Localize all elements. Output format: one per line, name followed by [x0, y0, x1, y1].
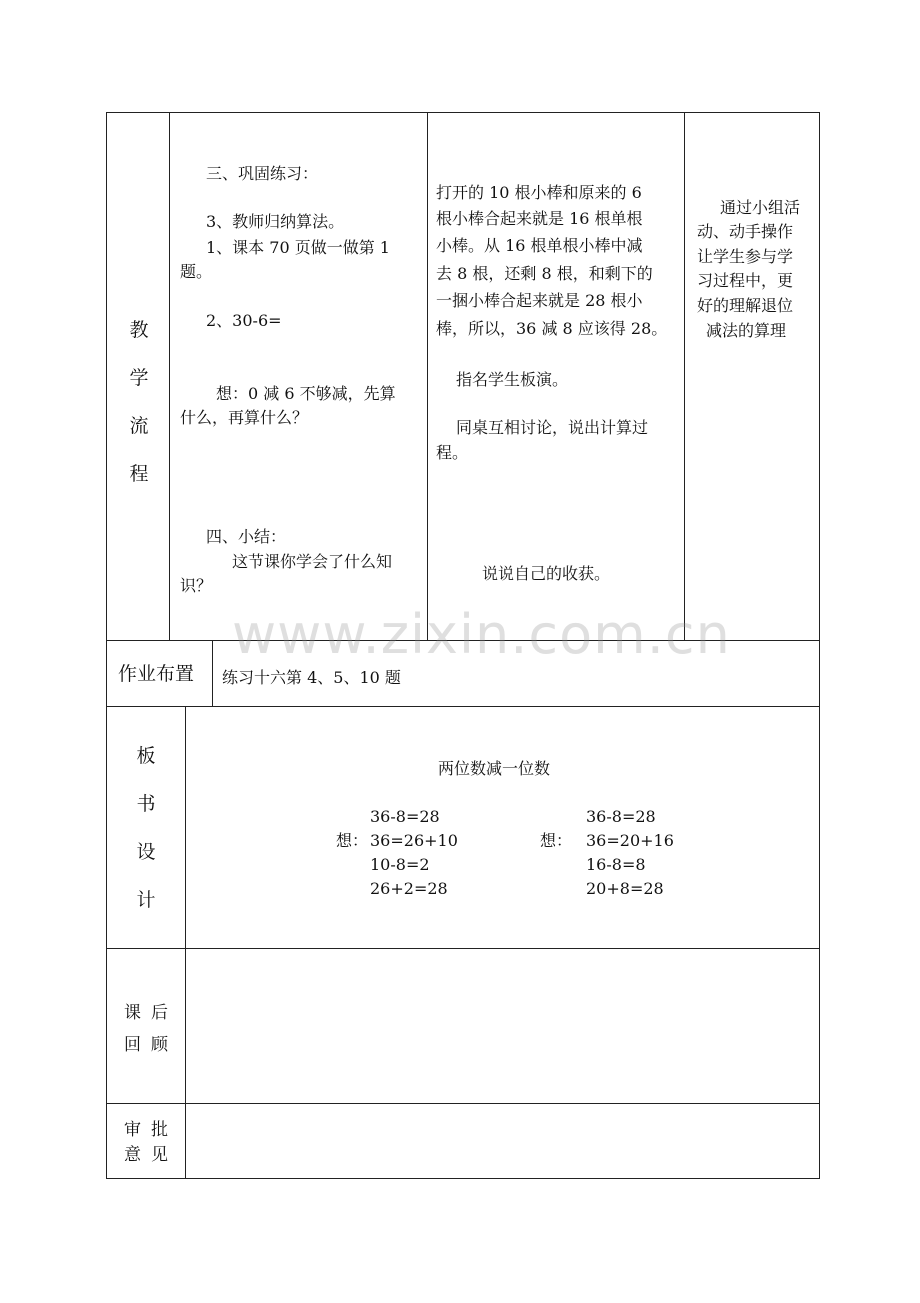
para-line: 一捆小棒合起来就是 28 根小 [436, 291, 643, 310]
label-char: 书 [136, 793, 156, 815]
board-demo: 指名学生板演。 [456, 370, 569, 389]
discuss-line2: 程。 [436, 443, 469, 462]
summary-heading: 四、小结： [206, 527, 287, 546]
approval-label-line1: 审批 [124, 1120, 178, 1140]
divider-h-4 [106, 1103, 820, 1104]
think-line2: 什么，再算什么？ [180, 408, 309, 427]
para-line: 打开的 10 根小棒和原来的 6 [436, 183, 642, 202]
equation: 20+8=28 [586, 879, 664, 898]
label-char: 教 [129, 319, 149, 341]
para-line: 去 8 根，还剩 8 根，和剩下的 [436, 264, 653, 283]
item-2: 2、30-6= [206, 311, 282, 330]
think-label: 想： [540, 831, 573, 850]
item-3: 3、教师归纳算法。 [206, 212, 345, 231]
label-char: 学 [129, 367, 149, 389]
label-char: 程 [129, 463, 149, 485]
label-char: 板 [136, 745, 156, 767]
homework-label: 作业布置 [118, 663, 195, 685]
para-line: 根小棒合起来就是 16 根单根 [436, 209, 643, 228]
homework-content: 练习十六第 4、5、10 题 [222, 668, 401, 687]
equation: 36-8=28 [586, 807, 656, 826]
item-1-line1: 1、课本 70 页做一做第 1 [206, 238, 390, 257]
purpose-line: 通过小组活 [720, 198, 801, 217]
teaching-process-label [124, 306, 154, 498]
border-left [106, 112, 107, 1179]
divider-v-lower [185, 706, 186, 1178]
harvest: 说说自己的收获。 [482, 564, 611, 583]
para-line: 棒，所以，36 减 8 应该得 28。 [436, 319, 668, 338]
equation: 16-8=8 [586, 855, 646, 874]
border-top [106, 112, 820, 113]
label-char: 计 [136, 889, 156, 911]
label-char: 流 [129, 415, 149, 437]
divider-h-2 [106, 706, 820, 707]
equation: 36=26+10 [370, 831, 458, 850]
divider-v-col3 [684, 112, 685, 640]
summary-line1: 这节课你学会了什么知 [232, 552, 393, 571]
approval-label-line2: 意见 [124, 1145, 178, 1165]
divider-v-label [169, 112, 170, 640]
purpose-line: 让学生参与学 [697, 247, 794, 266]
equation: 26+2=28 [370, 879, 448, 898]
practice-heading: 三、巩固练习： [206, 164, 319, 183]
item-1-line2: 题。 [180, 262, 213, 281]
divider-h-3 [106, 948, 820, 949]
border-right [819, 112, 820, 1179]
review-label-line2: 回顾 [124, 1035, 178, 1055]
equation: 10-8=2 [370, 855, 430, 874]
equation: 36-8=28 [370, 807, 440, 826]
watermark: www.zixin.com.cn [232, 603, 731, 666]
label-char: 设 [136, 841, 156, 863]
para-line: 小棒。从 16 根单根小棒中减 [436, 236, 643, 255]
divider-v-col2 [427, 112, 428, 640]
purpose-line: 动、动手操作 [697, 222, 794, 241]
review-label-line1: 课后 [124, 1003, 178, 1023]
summary-line2: 识？ [180, 576, 213, 595]
board-design-label [131, 732, 161, 924]
board-title: 两位数减一位数 [438, 759, 551, 778]
purpose-line: 好的理解退位 [697, 296, 794, 315]
discuss-line1: 同桌互相讨论，说出计算过 [456, 418, 649, 437]
think-label: 想： [336, 831, 369, 850]
border-bottom [106, 1178, 820, 1179]
purpose-line: 习过程中，更 [697, 271, 794, 290]
equation: 36=20+16 [586, 831, 674, 850]
divider-v-homework [212, 640, 213, 706]
purpose-line: 减法的算理 [706, 321, 787, 340]
think-line1: 想：0 减 6 不够减，先算 [216, 384, 396, 403]
